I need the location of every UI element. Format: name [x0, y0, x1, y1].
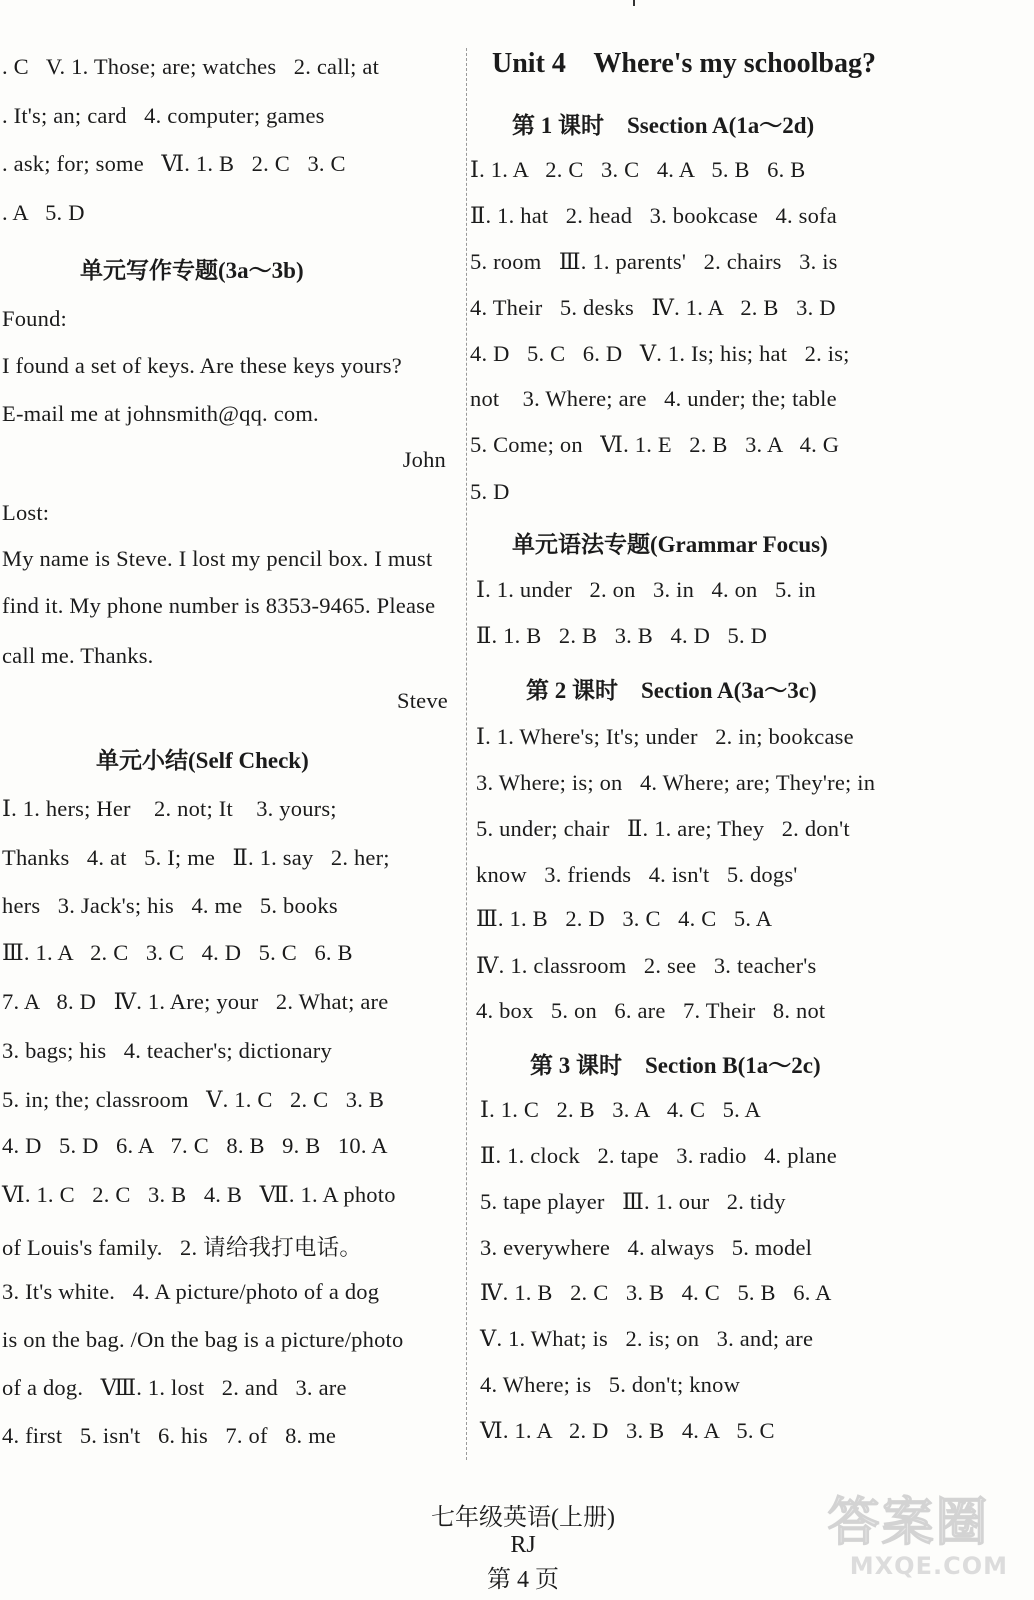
- text-line: 3. Where; is; on 4. Where; are; They're; in: [476, 770, 876, 795]
- text-line: of a dog. Ⅷ. 1. lost 2. and 3. are: [2, 1375, 347, 1400]
- text-line: Thanks 4. at 5. I; me Ⅱ. 1. say 2. her;: [2, 845, 390, 870]
- lost-signature: Steve: [397, 688, 448, 713]
- text-line: Ⅰ. 1. C 2. B 3. A 4. C 5. A: [480, 1097, 761, 1122]
- writing-heading: 单元写作专题(3a～3b): [80, 258, 304, 283]
- text-line: Ⅳ. 1. classroom 2. see 3. teacher's: [476, 953, 817, 978]
- text-line: call me. Thanks.: [2, 643, 154, 668]
- text-line: Ⅴ. 1. What; is 2. is; on 3. and; are: [480, 1326, 814, 1351]
- text-line: 3. everywhere 4. always 5. model: [480, 1235, 813, 1260]
- grammar-heading: 单元语法专题(Grammar Focus): [512, 532, 828, 557]
- text-line: 4. Their 5. desks Ⅳ. 1. A 2. B 3. D: [470, 295, 836, 320]
- watermark-logo: 答案圈: [827, 1492, 990, 1553]
- text-line: Ⅳ. 1. B 2. C 3. B 4. C 5. B 6. A: [480, 1280, 832, 1305]
- text-line: 5. Come; on Ⅵ. 1. E 2. B 3. A 4. G: [470, 432, 840, 457]
- found-label: Found:: [2, 306, 67, 331]
- text-line: 3. bags; his 4. teacher's; dictionary: [2, 1038, 332, 1063]
- text-line: Ⅰ. 1. hers; Her 2. not; It 3. yours;: [2, 796, 337, 821]
- unit-title: Unit 4 Where's my schoolbag?: [492, 48, 876, 79]
- lesson2-heading: 第 2 课时 Section A(3a～3c): [526, 678, 817, 703]
- text-line: 4. D 5. D 6. A 7. C 8. B 9. B 10. A: [2, 1133, 388, 1158]
- text-line: 4. D 5. C 6. D Ⅴ. 1. Is; his; hat 2. is;: [470, 341, 850, 366]
- text-line: Ⅲ. 1. A 2. C 3. C 4. D 5. C 6. B: [2, 940, 353, 965]
- lesson3-heading: 第 3 课时 Section B(1a～2c): [530, 1053, 821, 1078]
- text-line: 5. under; chair Ⅱ. 1. are; They 2. don't: [476, 816, 850, 841]
- footer-grade: 七年级英语(上册): [431, 1505, 615, 1531]
- watermark: [806, 1482, 1016, 1590]
- text-line: find it. My phone number is 8353-9465. Please: [2, 593, 436, 618]
- text-line: My name is Steve. I lost my pencil box. I must: [2, 546, 433, 571]
- text-line: not 3. Where; are 4. under; the; table: [470, 386, 837, 411]
- lost-label: Lost:: [2, 500, 50, 525]
- top-mark: [633, 0, 635, 6]
- watermark-url: MXQE.COM: [849, 1552, 1008, 1580]
- text-line: is on the bag. /On the bag is a picture/photo: [2, 1327, 404, 1352]
- text-line: Ⅰ. 1. A 2. C 3. C 4. A 5. B 6. B: [470, 157, 806, 182]
- text-line: I found a set of keys. Are these keys yours?: [2, 353, 402, 378]
- text-line: 7. A 8. D Ⅳ. 1. Are; your 2. What; are: [2, 989, 389, 1014]
- text-line: Ⅱ. 1. B 2. B 3. B 4. D 5. D: [476, 623, 768, 648]
- text-line: 5. tape player Ⅲ. 1. our 2. tidy: [480, 1189, 786, 1214]
- text-line: . A 5. D: [2, 200, 85, 225]
- text-line: Ⅰ. 1. Where's; It's; under 2. in; bookcase: [476, 724, 854, 749]
- footer-page-number: 第 4 页: [487, 1567, 559, 1593]
- text-line: Ⅰ. 1. under 2. on 3. in 4. on 5. in: [476, 577, 816, 602]
- text-line: Ⅱ. 1. clock 2. tape 3. radio 4. plane: [480, 1143, 837, 1168]
- lesson1-heading: 第 1 课时 Ssection A(1a～2d): [512, 113, 815, 138]
- text-line: Ⅵ. 1. A 2. D 3. B 4. A 5. C: [480, 1418, 775, 1443]
- text-line: 4. Where; is 5. don't; know: [480, 1372, 741, 1397]
- footer-edition: RJ: [510, 1532, 536, 1558]
- text-line: know 3. friends 4. isn't 5. dogs': [476, 862, 798, 887]
- text-line: 4. box 5. on 6. are 7. Their 8. not: [476, 998, 826, 1023]
- text-line: Ⅵ. 1. C 2. C 3. B 4. B Ⅶ. 1. A photo: [2, 1182, 396, 1207]
- text-line: 4. first 5. isn't 6. his 7. of 8. me: [2, 1423, 337, 1448]
- text-line: Ⅱ. 1. hat 2. head 3. bookcase 4. sofa: [470, 203, 837, 228]
- text-line: E-mail me at johnsmith@qq. com.: [2, 401, 319, 426]
- text-line: Ⅲ. 1. B 2. D 3. C 4. C 5. A: [476, 906, 773, 931]
- self-check-heading: 单元小结(Self Check): [96, 748, 309, 773]
- text-line: 5. room Ⅲ. 1. parents' 2. chairs 3. is: [470, 249, 838, 274]
- text-line: . C V. 1. Those; are; watches 2. call; at: [2, 54, 380, 79]
- text-line: of Louis's family. 2. 请给我打电话。: [2, 1235, 363, 1260]
- text-line: 3. It's white. 4. A picture/photo of a dog: [2, 1279, 380, 1304]
- text-line: hers 3. Jack's; his 4. me 5. books: [2, 893, 338, 918]
- text-line: . It's; an; card 4. computer; games: [2, 103, 325, 128]
- found-signature: John: [402, 447, 446, 472]
- text-line: . ask; for; some Ⅵ. 1. B 2. C 3. C: [2, 151, 346, 176]
- column-divider: [466, 48, 467, 1460]
- text-line: 5. in; the; classroom Ⅴ. 1. C 2. C 3. B: [2, 1087, 385, 1112]
- text-line: 5. D: [470, 479, 510, 504]
